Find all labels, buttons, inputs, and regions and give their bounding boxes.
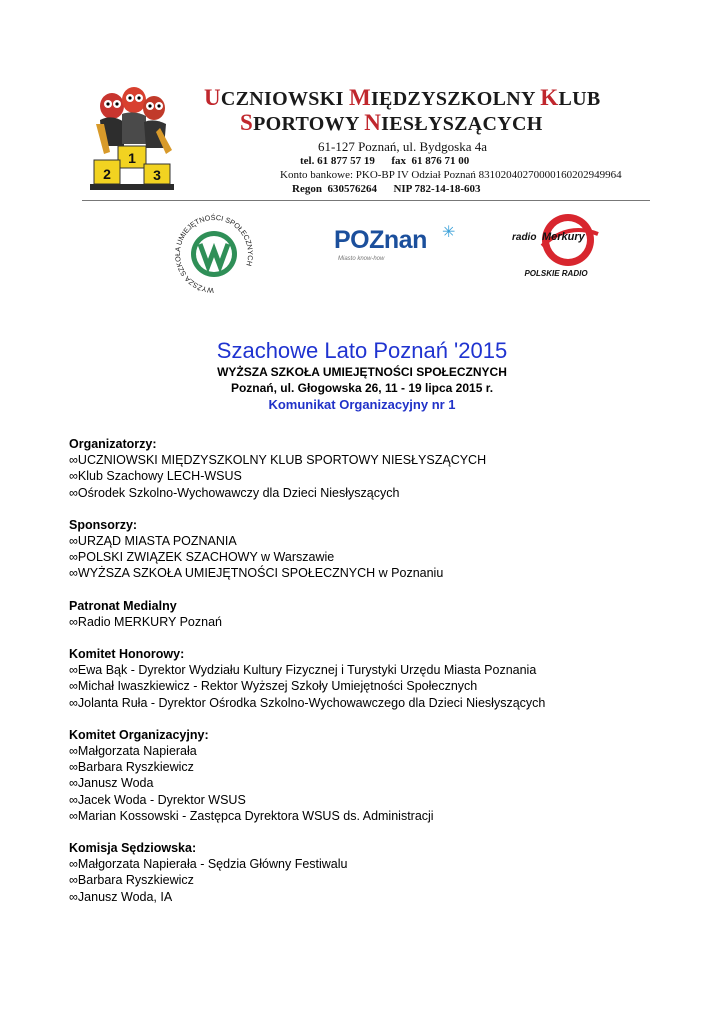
list-item (69, 792, 689, 808)
list-item-text: URZĄD MIASTA POZNANIA (77, 534, 237, 549)
list-item-text: Janusz Woda (77, 776, 154, 791)
list-item-text: UCZNIOWSKI MIĘDZYSZKOLNY KLUB SPORTOWY NIESŁYSZĄCYCH (77, 453, 487, 468)
club-name-line2 (204, 111, 601, 136)
infinity-bullet-icon: ∞ (69, 695, 78, 710)
club-name-part: IESŁYSZĄCYCH (381, 113, 543, 135)
section (69, 727, 689, 824)
list-item (69, 808, 689, 824)
section (69, 840, 689, 905)
infinity-bullet-icon: ∞ (69, 534, 78, 549)
section (69, 436, 689, 501)
radio-logo-word: radio (512, 232, 537, 243)
infinity-bullet-icon: ∞ (69, 566, 78, 581)
list-item-text: Jolanta Ruła - Dyrektor Ośrodka Szkolno-Wychowawczego dla Dzieci Niesłyszących (77, 695, 546, 710)
section-title: Organizatorzy: (69, 437, 157, 451)
infinity-bullet-icon: ∞ (69, 469, 78, 484)
podium-numbers (90, 84, 174, 192)
list-item (69, 565, 689, 581)
list-item (69, 678, 689, 694)
club-name-line1 (204, 86, 601, 111)
infinity-bullet-icon: ∞ (69, 808, 78, 823)
club-initial: M (348, 85, 371, 110)
list-item-text: Michał Iwaszkiewicz - Rektor Wyższej Szkoły Umiejętności Społecznych (77, 679, 478, 694)
section-title: Komisja Sędziowska: (69, 841, 197, 856)
podium-label-2: 2 (103, 166, 111, 182)
infinity-bullet-icon: ∞ (69, 776, 78, 791)
list-item-text: Małgorzata Napierała - Sędzia Główny Festiwalu (77, 857, 348, 872)
wsus-ring-text: WYŻSZA SZKOŁA UMIEJĘTNOŚCI SPOŁECZNYCH (173, 212, 256, 296)
radio-logo-tagline: POLSKIE RADIO (524, 269, 588, 278)
list-item-text: Klub Szachowy LECH-WSUS (77, 469, 242, 484)
list-item (69, 695, 689, 711)
club-phone-fax: tel. 61 877 57 19 fax 61 876 71 00 (300, 155, 470, 167)
infinity-bullet-icon: ∞ (69, 550, 78, 565)
list-item (69, 775, 689, 791)
section (69, 646, 689, 711)
list-item (69, 759, 689, 775)
list-item-text: POLSKI ZWIĄZEK SZACHOWY w Warszawie (77, 550, 335, 565)
club-contact (280, 139, 622, 196)
section-title: Komitet Honorowy: (69, 647, 185, 662)
section-title: Patronat Medialny (69, 598, 177, 613)
list-item (69, 662, 689, 678)
infinity-bullet-icon: ∞ (69, 679, 78, 694)
list-item (69, 743, 689, 759)
club-name (204, 86, 601, 136)
document-body (69, 436, 689, 921)
infinity-bullet-icon: ∞ (69, 663, 78, 678)
venue-address-dates: Poznań, ul. Głogowska 26, 11 - 19 lipca 2015 r. (230, 381, 494, 395)
podium-label-1: 1 (128, 150, 136, 166)
letterhead-divider (82, 200, 650, 201)
document-header (0, 338, 724, 414)
section (69, 517, 689, 582)
club-initial: S (240, 110, 254, 135)
infinity-bullet-icon: ∞ (69, 873, 78, 888)
list-item (69, 614, 689, 630)
list-item (69, 872, 689, 888)
letterhead (82, 78, 650, 204)
list-item-text: Ewa Bąk - Dyrektor Wydziału Kultury Fizycznej i Turystyki Urzędu Miasta Poznania (77, 663, 537, 678)
list-item-text: Radio MERKURY Poznań (77, 614, 222, 629)
wsus-logo (162, 212, 266, 298)
list-item-text: Małgorzata Napierała (77, 744, 197, 759)
club-initial: N (364, 110, 382, 135)
list-item (69, 468, 689, 484)
club-name-part: CZNIOWSKI (220, 88, 349, 110)
club-initial: U (204, 85, 221, 110)
club-regon-nip: Regon 630576264 NIP 782-14-18-603 (292, 183, 481, 195)
list-item (69, 533, 689, 549)
section (69, 598, 689, 630)
club-bank-account: Konto bankowe: PKO-BP IV Odział Poznań 83102040270000160202949964 (280, 169, 622, 181)
infinity-bullet-icon: ∞ (69, 744, 78, 759)
infinity-bullet-icon: ∞ (69, 453, 78, 468)
club-address: 61-127 Poznań, ul. Bydgoska 4a (318, 139, 487, 154)
section-title: Komitet Organizacyjny: (69, 727, 209, 742)
poznan-logo (334, 226, 460, 268)
poznan-logo-text: POZnan (334, 226, 427, 254)
poznan-logo-slogan: Miasto know-how (338, 256, 385, 262)
infinity-bullet-icon: ∞ (69, 485, 78, 500)
infinity-bullet-icon: ∞ (69, 889, 78, 904)
list-item (69, 889, 689, 905)
infinity-bullet-icon: ∞ (69, 857, 78, 872)
communique-title: Komunikat Organizacyjny nr 1 (268, 397, 456, 412)
radio-merkury-logo (508, 212, 604, 282)
page-title: Szachowe Lato Poznań '2015 (216, 338, 508, 363)
club-name-part: IĘDZYSZKOLNY (370, 88, 541, 110)
list-item-text: Barbara Ryszkiewicz (77, 760, 194, 775)
list-item (69, 856, 689, 872)
list-item (69, 452, 689, 468)
list-item-text: Marian Kossowski - Zastępca Dyrektora WSUS ds. Administracji (77, 808, 434, 823)
infinity-bullet-icon: ∞ (69, 792, 78, 807)
club-initial: K (540, 85, 559, 110)
podium-label-3: 3 (153, 167, 161, 183)
infinity-bullet-icon: ∞ (69, 760, 78, 775)
venue-name: WYŻSZA SZKOŁA UMIEJĘTNOŚCI SPOŁECZNYCH (217, 365, 507, 379)
section-title: Sponsorzy: (69, 517, 138, 532)
list-item (69, 549, 689, 565)
list-item-text: Barbara Ryszkiewicz (77, 873, 194, 888)
list-item-text: Janusz Woda, IA (77, 889, 173, 904)
list-item-text: WYŻSZA SZKOŁA UMIEJĘTNOŚCI SPOŁECZNYCH w Poznaniu (77, 566, 444, 581)
club-name-part: LUB (558, 88, 601, 110)
infinity-bullet-icon: ∞ (69, 614, 78, 629)
star-icon: ✳ (442, 224, 456, 241)
list-item-text: Ośrodek Szkolno-Wychowawczy dla Dzieci Niesłyszących (77, 485, 400, 500)
radio-logo-name: Merkury (542, 231, 585, 243)
list-item-text: Jacek Woda - Dyrektor WSUS (77, 792, 246, 807)
club-name-part: PORTOWY (253, 113, 365, 135)
list-item (69, 485, 689, 501)
